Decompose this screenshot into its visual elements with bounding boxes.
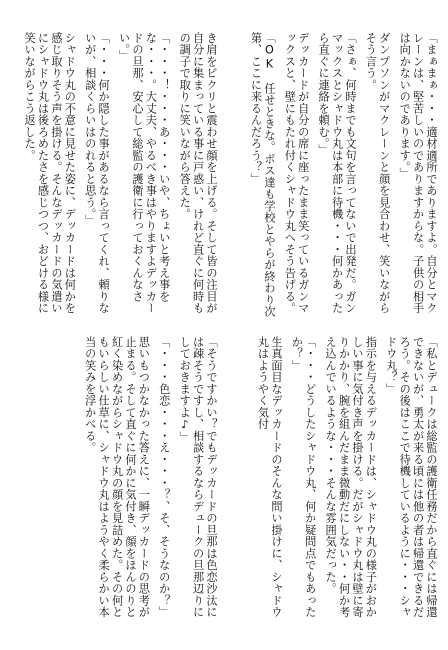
text-block-left	[6, 32, 218, 324]
paragraph: シャドウ丸の不意に見せた姿に、デッカードは何かを感じ取りそう声を掛ける。そんなデッカードの気遣いにシャドウ丸は後ろめたさを感じつつ、おどける様に笑いながらこう返した。	[23, 32, 77, 314]
paragraph: 「・・・色恋・・・え・・・？、そ、そうなのか？」	[157, 336, 171, 618]
paragraph: 「・・・！・・・あ・・・いや、ちょいと考え事をな・・・。大丈夫、やるべき事はやりますよデッカードの旦那、安心して総監の護衛に行っておくんなさい。」	[117, 32, 171, 314]
text-block-right	[226, 32, 438, 324]
paragraph: ダンプソンがマクレーンと顔を見合わせ、笑いながらそう言う。	[364, 32, 391, 314]
paragraph: 「まぁまぁ・・・適材適所でありますよ。自分とマクレーンは、堅苦しいのでありますからな。子供の相手は向かないのであります。」	[398, 32, 438, 314]
paragraph: 「私とデュークは総監の護衛任務だから直ぐには帰還できないが、勇太が来る頃には他の者は帰還できるだろう。その後はここで待機しているように・・・シャドウ丸？」	[384, 336, 438, 618]
paragraph: 「OK 任せときな。ボス達も学校とやらが終わり次第、ここに来るんだろう？」	[249, 32, 276, 318]
paragraph: デッカードが自分の席に座ったまま笑っているガンマックスと、壁にもたれ付くシャドウ丸へそう告げる。	[283, 32, 310, 314]
paragraph: 思いもつかなかった答えに、一瞬デッカードの思考が止まる。そして直ぐに何かに気付き、顔をほんのりと紅く染めながらシャドウ丸の顔を見詰めた。その何ともいらしい仕草に、シャドウ丸はようやく柔らかい本当の笑みを浮かべる。	[83, 336, 151, 618]
paragraph: 「・・・何か隠した事があるなら言ってくれ、頼りないが、相談くらいはのれると思う。」	[83, 32, 111, 314]
paragraph: 「・・・どうしたシャドウ丸、何か疑問点でもあったか？」	[290, 336, 317, 618]
paragraph: 生真面目なデッカードのそんな問い掛けに、シャドウ丸はようやく気付	[256, 336, 283, 618]
paragraph: き肩をビクリと震わせ顔を上げる。そして皆の注目が自分に集まっている事に戸惑い、けれど直ぐに何時もの調子で取りに笑いながら答えた。	[178, 32, 218, 314]
paragraph: 「そうですかい？でもデッカードの旦那は色恋沙汰には疎そうですし、相談するならデュークの旦那辺りにしておきますよ♪」	[178, 336, 218, 618]
paragraph: 「さぁ、何時までも文句を言ってないで出発だ。ガンマックスとシャドウ丸は本部に待機・・・何かあったら直ぐに連絡を頼む。」	[317, 32, 357, 314]
text-block-right-lower	[226, 336, 438, 628]
text-block-left-lower	[6, 336, 218, 628]
paragraph: 指示を与えるデッカードは、シャドウ丸の様子がおかしい事に気付き声を掛ける。だがシャドウ丸は壁に寄りかかり、腕を組んだまま微動だにしない・・何か考え込んでいるような・・・そんな雰囲気だった。	[324, 336, 378, 618]
